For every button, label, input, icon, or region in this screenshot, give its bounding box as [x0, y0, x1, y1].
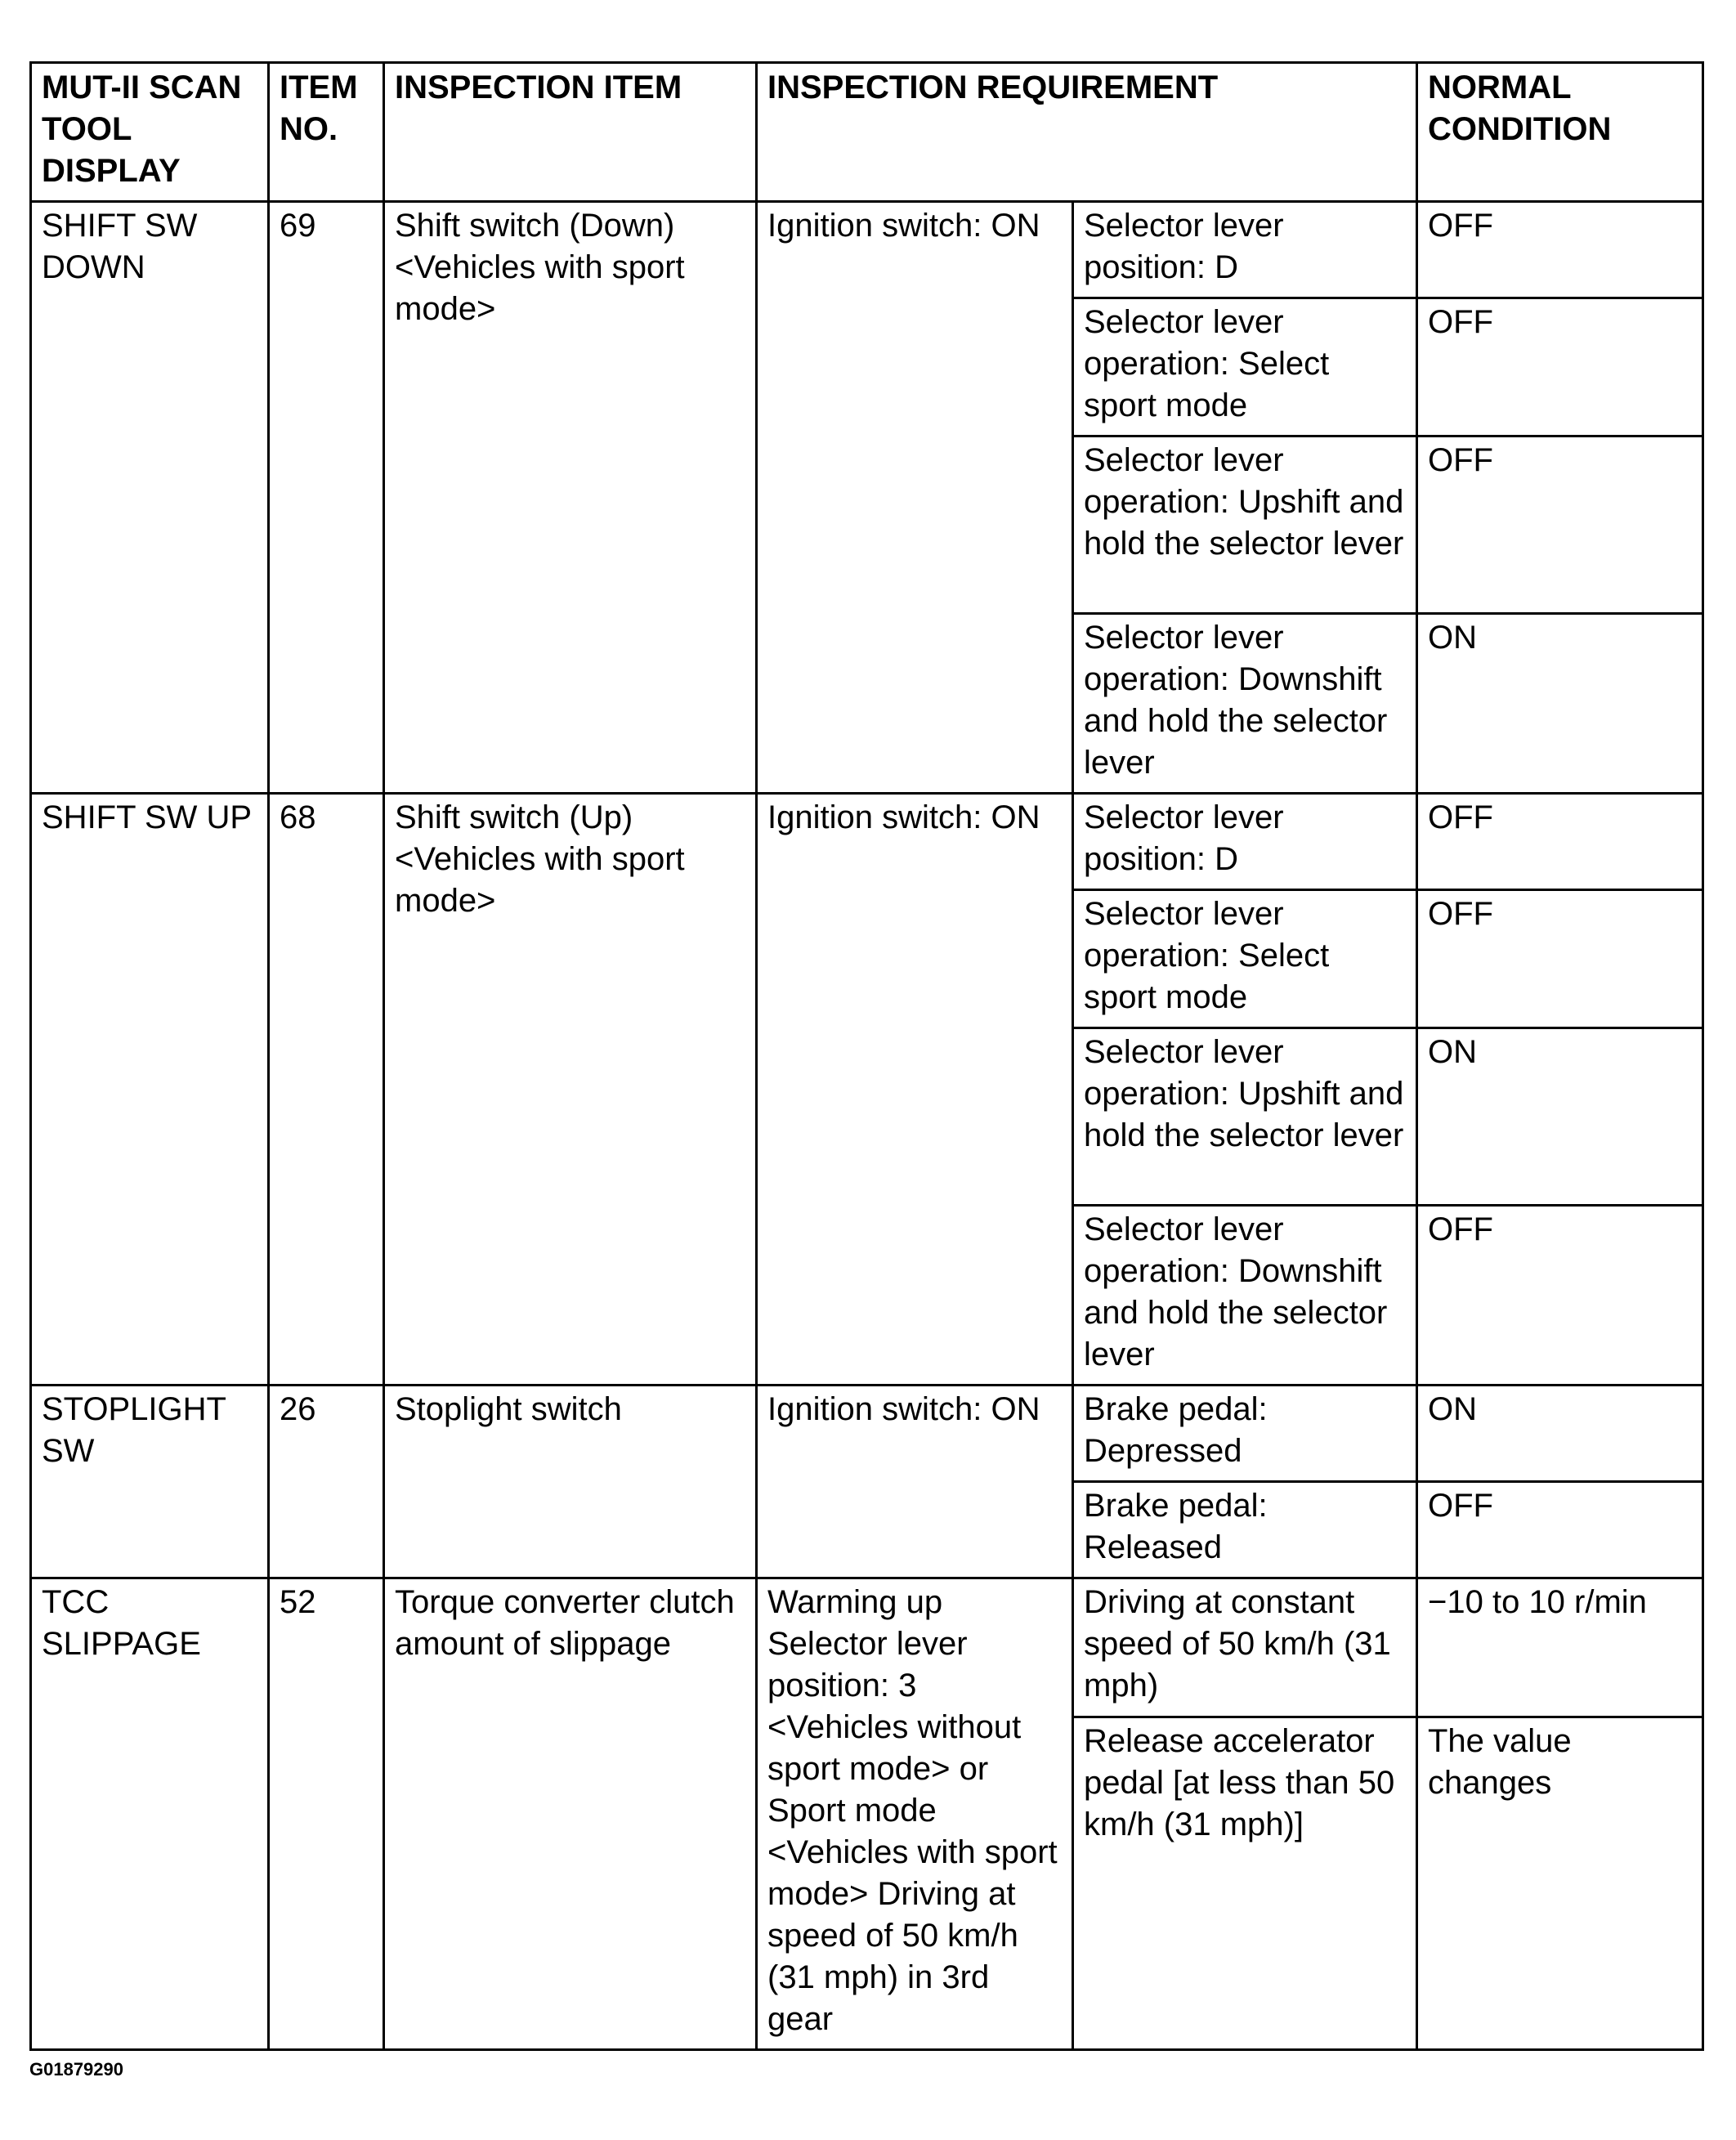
table-row: [31, 794, 1703, 890]
condition-cell: Selector lever position: D: [1073, 202, 1417, 298]
normal-cell: OFF: [1417, 437, 1703, 614]
display-cell: SHIFT SW DOWN: [31, 202, 269, 794]
table-row: [31, 1578, 1703, 1717]
condition-cell: Selector lever position: D: [1073, 794, 1417, 890]
display-cell: TCC SLIPPAGE: [31, 1578, 269, 2050]
inspection-item-cell: Torque converter clutch amount of slippage: [384, 1578, 757, 2050]
condition-cell: Driving at constant speed of 50 km/h (31 mph): [1073, 1578, 1417, 1717]
table-row: [31, 202, 1703, 298]
inspection-table: [29, 61, 1704, 2051]
item-no-cell: 52: [269, 1578, 384, 2050]
normal-cell: OFF: [1417, 1206, 1703, 1386]
normal-cell: OFF: [1417, 890, 1703, 1028]
header-inspection-requirement: INSPECTION REQUIREMENT: [757, 63, 1417, 202]
condition-cell: Brake pedal: Released: [1073, 1482, 1417, 1578]
requirement-cell: Warming up Selector lever position: 3 <Vehicles without sport mode> or Sport mode <Vehicles with sport mode> Driving at speed of 50 km/h (31 mph) in 3rd gear: [757, 1578, 1073, 2050]
requirement-cell: Ignition switch: ON: [757, 794, 1073, 1386]
header-item-no: ITEM NO.: [269, 63, 384, 202]
inspection-item-cell: Shift switch (Up) <Vehicles with sport mode>: [384, 794, 757, 1386]
normal-cell: OFF: [1417, 794, 1703, 890]
condition-cell: Selector lever operation: Downshift and hold the selector lever: [1073, 1206, 1417, 1386]
header-inspection-item: INSPECTION ITEM: [384, 63, 757, 202]
inspection-item-cell: Shift switch (Down) <Vehicles with sport mode>: [384, 202, 757, 794]
display-cell: STOPLIGHT SW: [31, 1386, 269, 1578]
condition-cell: Selector lever operation: Select sport mode: [1073, 890, 1417, 1028]
normal-cell: ON: [1417, 1028, 1703, 1206]
normal-cell: The value changes: [1417, 1717, 1703, 2050]
normal-cell: ON: [1417, 1386, 1703, 1482]
condition-cell: Selector lever operation: Downshift and hold the selector lever: [1073, 614, 1417, 794]
condition-cell: Release accelerator pedal [at less than 50 km/h (31 mph)]: [1073, 1717, 1417, 2050]
condition-cell: Selector lever operation: Upshift and hold the selector lever: [1073, 1028, 1417, 1206]
condition-cell: Selector lever operation: Select sport mode: [1073, 298, 1417, 437]
item-no-cell: 68: [269, 794, 384, 1386]
display-cell: SHIFT SW UP: [31, 794, 269, 1386]
normal-cell: OFF: [1417, 202, 1703, 298]
normal-cell: OFF: [1417, 1482, 1703, 1578]
requirement-cell: Ignition switch: ON: [757, 1386, 1073, 1578]
header-normal-condition: NORMAL CONDITION: [1417, 63, 1703, 202]
header-display: MUT-II SCAN TOOL DISPLAY: [31, 63, 269, 202]
requirement-cell: Ignition switch: ON: [757, 202, 1073, 794]
item-no-cell: 26: [269, 1386, 384, 1578]
normal-cell: ON: [1417, 614, 1703, 794]
condition-cell: Brake pedal: Depressed: [1073, 1386, 1417, 1482]
table-row: [31, 1386, 1703, 1482]
condition-cell: Selector lever operation: Upshift and hold the selector lever: [1073, 437, 1417, 614]
figure-id-label: G01879290: [29, 2059, 123, 2080]
table-header-row: [31, 63, 1703, 202]
inspection-item-cell: Stoplight switch: [384, 1386, 757, 1578]
item-no-cell: 69: [269, 202, 384, 794]
normal-cell: −10 to 10 r/min: [1417, 1578, 1703, 1717]
normal-cell: OFF: [1417, 298, 1703, 437]
